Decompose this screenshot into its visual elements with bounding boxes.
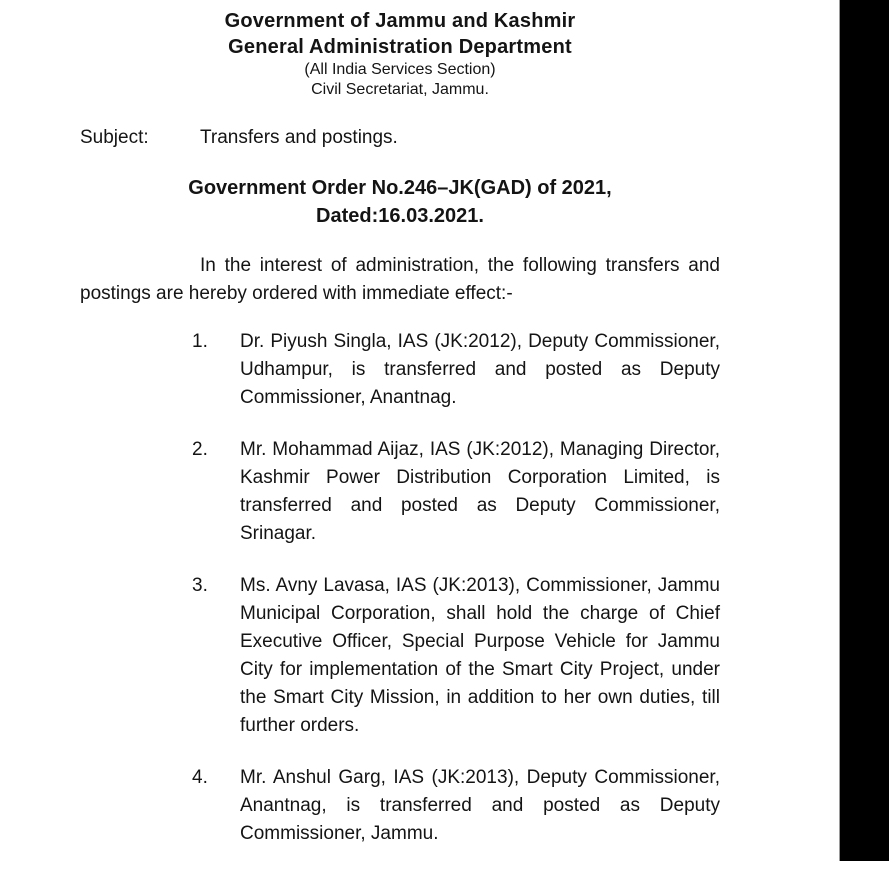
item-text: Mr. Anshul Garg, IAS (JK:2013), Deputy Commissioner, Anantnag, is transferred and posted as Deputy Commissioner, Jammu. [240,767,720,844]
transfer-item [192,328,720,412]
subject-line [80,127,720,148]
header-section-name: (All India Services Section) [304,61,496,78]
item-number: 3. [192,575,208,596]
header-department-name: General Administration Department [228,36,572,58]
intro-paragraph: In the interest of administration, the following transfers and postings are hereby ordered with immediate effect:- [80,255,720,304]
order-title [80,174,720,230]
item-number: 2. [192,439,208,460]
item-number: 4. [192,767,208,788]
header-government-name: Government of Jammu and Kashmir [224,10,576,32]
subject-value: Transfers and postings. [200,127,398,148]
transfer-item [192,572,720,740]
item-text: Mr. Mohammad Aijaz, IAS (JK:2012), Managing Director, Kashmir Power Distribution Corporation Limited, is transferred and posted as Deputy Commissioner, Srinagar. [240,439,720,544]
transfer-item [192,764,720,848]
transfer-list [80,328,720,848]
item-text: Dr. Piyush Singla, IAS (JK:2012), Deputy Commissioner, Udhampur, is transferred and posted as Deputy Commissioner, Anantnag. [240,331,720,408]
item-number: 1. [192,331,208,352]
item-text: Ms. Avny Lavasa, IAS (JK:2013), Commissioner, Jammu Municipal Corporation, shall hold the charge of Chief Executive Officer, Special Purpose Vehicle for Jammu City for implementation of the Smart City Project, under the Smart City Mission, in addition to her own duties, till further orders. [240,575,720,736]
header-secretariat-location: Civil Secretariat, Jammu. [311,81,489,98]
order-date-line: Dated:16.03.2021. [316,205,484,227]
government-order-document [80,8,720,872]
subject-label: Subject: [80,127,149,148]
order-number-line: Government Order No.246–JK(GAD) of 2021, [188,177,612,199]
scan-edge-bar [839,0,889,861]
transfer-item [192,436,720,548]
